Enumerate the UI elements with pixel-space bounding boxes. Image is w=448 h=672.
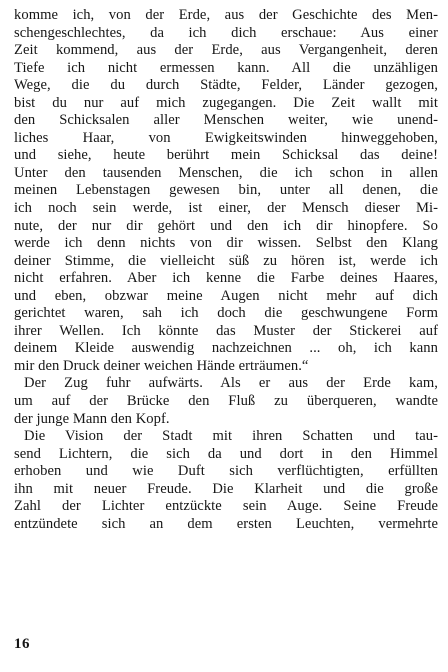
text-line: komme ich, von der Erde, aus der Geschichte des Men- xyxy=(14,7,438,23)
text-line: Die Vision der Stadt mit ihren Schatten und tau- xyxy=(24,428,438,445)
text-line: um auf der Brücke den Fluß zu überqueren, wandte xyxy=(14,393,438,410)
text-line: schengeschlechtes, da ich dich erschaue: Aus einer xyxy=(14,24,438,41)
text-line: Tiefe ich nicht ermessen kann. All die unzähligen xyxy=(14,59,438,76)
text-line: Unter den tausenden Menschen, die ich schon in allen xyxy=(14,164,438,181)
text-line: bist du nur auf mich zugegangen. Die Zeit wallt mit xyxy=(14,94,438,111)
text-line: den Schicksalen aller Menschen weiter, wie unend- xyxy=(14,112,438,129)
text-line: ihn mit neuer Freude. Die Klarheit und die große xyxy=(14,480,438,497)
text-line: Zahl der Lichter entzückte sein Auge. Seine Freude xyxy=(14,498,438,515)
body-text xyxy=(14,7,438,533)
text-line: Der Zug fuhr aufwärts. Als er aus der Erde kam, xyxy=(24,375,438,392)
text-line: und eben, obzwar meine Augen nicht mehr auf dich xyxy=(14,287,438,304)
text-line: send Lichtern, die sich da und dort in den Himmel xyxy=(14,445,438,462)
text-line: deiner Stimme, die vielleicht süß zu hören ist, werde ich xyxy=(14,252,438,269)
text-line: Zeit kommend, aus der Erde, aus Vergangenheit, deren xyxy=(14,42,438,59)
page-number: 16 xyxy=(14,636,30,652)
text-line: ich noch sein werde, ist einer, der Mensch dieser Mi- xyxy=(14,200,438,217)
text-line: meinen Lebenstagen gewesen bin, unter all denen, die xyxy=(14,182,438,199)
text-line: erhoben und wie Duft sich verflüchtigten, erfüllten xyxy=(14,463,438,480)
text-line: und siehe, heute berührt mein Schicksal das deine! xyxy=(14,147,438,164)
text-line: nicht erfahren. Aber ich kenne die Farbe deines Haares, xyxy=(14,270,438,287)
text-line: mir den Druck deiner weichen Hände erträumen.“ xyxy=(14,357,309,374)
book-page xyxy=(14,7,438,533)
text-line: Wege, die du durch Städte, Felder, Länder gezogen, xyxy=(14,77,438,94)
text-line: gerichtet waren, sah ich doch die geschwungene Form xyxy=(14,305,438,322)
text-line: nute, der nur dir gehört und den ich dir hinopfere. So xyxy=(14,217,438,234)
text-line: werde ich denn nichts von dir wissen. Selbst den Klang xyxy=(14,235,438,252)
text-line: deinem Kleide auswendig nachzeichnen ... oh, ich kann xyxy=(14,340,438,357)
text-line: ihrer Wellen. Ich könnte das Muster der Stickerei auf xyxy=(14,322,438,339)
text-line: entzündete sich an dem ersten Leuchten, vermehrte xyxy=(14,515,438,532)
text-line: der junge Mann den Kopf. xyxy=(14,410,170,427)
text-line: liches Haar, von Ewigkeitswinden hinweggehoben, xyxy=(14,129,438,146)
